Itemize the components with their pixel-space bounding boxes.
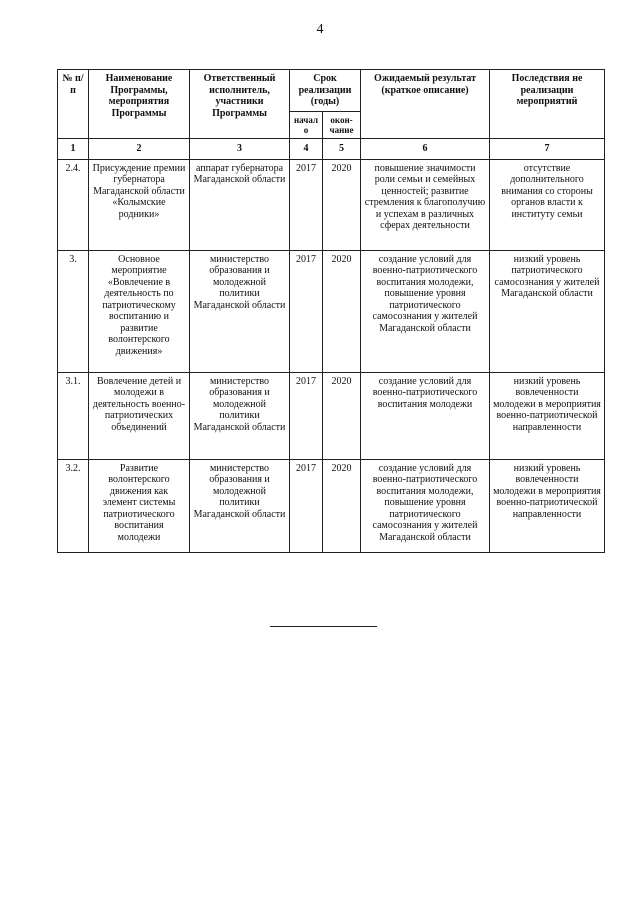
row-consequences: отсутствие дополнительного внимания со стороны органов власти к институту семьи (490, 159, 605, 250)
row-end: 2020 (323, 250, 361, 372)
row-num: 3.2. (58, 459, 89, 552)
row-consequences: низкий уровень вовлеченности молодежи в мероприятия военно-патриотической направленности (490, 459, 605, 552)
program-activities-table (57, 69, 605, 553)
row-result: создание условий для военно-патриотического воспитания молодежи (361, 372, 490, 459)
end-of-table-rule (270, 626, 377, 627)
column-number: 2 (89, 139, 190, 160)
row-name: Присуждение премии губернатора Магаданской области «Колымские родники» (89, 159, 190, 250)
table-row (58, 372, 605, 459)
column-number: 5 (323, 139, 361, 160)
row-name: Вовлечение детей и молодежи в деятельность военно-патриотических объединений (89, 372, 190, 459)
row-name: Основное мероприятие «Вовлечение в деятельность по патриотическому воспитанию и развитие волонтерского движения» (89, 250, 190, 372)
header-end: окон-чание (323, 111, 361, 139)
row-end: 2020 (323, 459, 361, 552)
header-name: Наименование Программы, мероприятия Программы (89, 70, 190, 139)
header-period: Срок реализации (годы) (290, 70, 361, 112)
row-result: создание условий для военно-патриотического воспитания молодежи, повышение уровня патриотического самосознания у жителей Магаданской области (361, 459, 490, 552)
page-number: 4 (316, 22, 324, 37)
row-executor: министерство образования и молодежной политики Магаданской области (190, 250, 290, 372)
column-number: 7 (490, 139, 605, 160)
row-start: 2017 (290, 250, 323, 372)
row-result: повышение значимости роли семьи и семейных ценностей; развитие стремления к благополучию и успехам в различных сферах деятельности (361, 159, 490, 250)
row-num: 3.1. (58, 372, 89, 459)
row-end: 2020 (323, 372, 361, 459)
header-consequences: Последствия не реализации мероприятий (490, 70, 605, 139)
row-end: 2020 (323, 159, 361, 250)
column-number: 4 (290, 139, 323, 160)
header-row (58, 70, 605, 112)
row-start: 2017 (290, 372, 323, 459)
header-result: Ожидаемый результат (краткое описание) (361, 70, 490, 139)
header-start: начало (290, 111, 323, 139)
header-executor: Ответственный исполнитель, участники Программы (190, 70, 290, 139)
column-number: 1 (58, 139, 89, 160)
row-result: создание условий для военно-патриотического воспитания молодежи, повышение уровня патриотического самосознания у жителей Магаданской области (361, 250, 490, 372)
row-start: 2017 (290, 159, 323, 250)
row-num: 2.4. (58, 159, 89, 250)
row-executor: министерство образования и молодежной политики Магаданской области (190, 372, 290, 459)
column-number: 3 (190, 139, 290, 160)
row-consequences: низкий уровень вовлеченности молодежи в мероприятия военно-патриотической направленности (490, 372, 605, 459)
row-executor: министерство образования и молодежной политики Магаданской области (190, 459, 290, 552)
row-consequences: низкий уровень патриотического самосознания у жителей Магаданской области (490, 250, 605, 372)
row-start: 2017 (290, 459, 323, 552)
table-row (58, 459, 605, 552)
table-row (58, 250, 605, 372)
header-num: № п/п (58, 70, 89, 139)
column-number-row (58, 139, 605, 160)
row-num: 3. (58, 250, 89, 372)
row-name: Развитие волонтерского движения как элемент системы патриотического воспитания молодежи (89, 459, 190, 552)
row-executor: аппарат губернатора Магаданской области (190, 159, 290, 250)
table-row (58, 159, 605, 250)
column-number: 6 (361, 139, 490, 160)
